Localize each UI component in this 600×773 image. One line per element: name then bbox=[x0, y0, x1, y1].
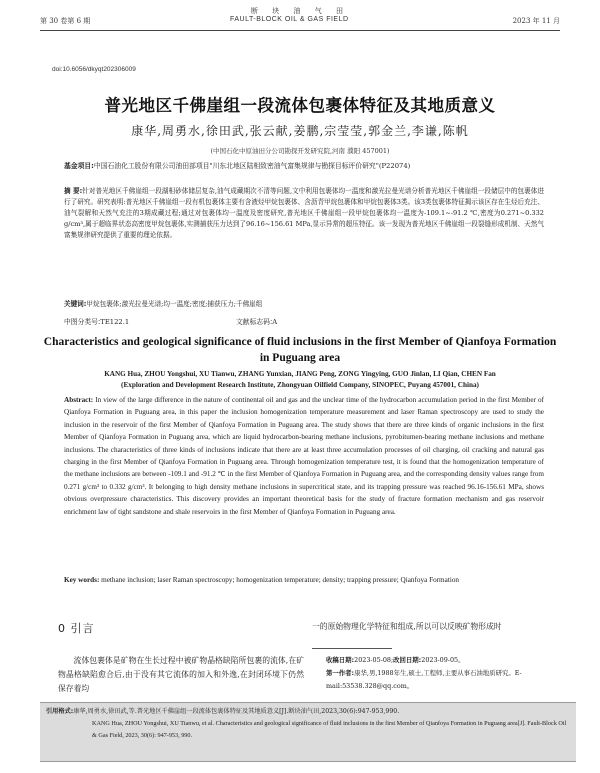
citation-en: KANG Hua, ZHOU Yongshui, XU Tianwu, et al. Characteristics and geological significance of fluid inclusions in the first Member of Qianfoya Formation in Puguang area[J]. Fault-Block Oil & Gas Field, 2023, 30(6): 947-953, 990. bbox=[92, 720, 567, 739]
clc-number bbox=[64, 316, 129, 326]
abstract-en-text: In view of the large difference in the nature of continental oil and gas and the unclear time of the hydrocarbon accumulation period in the first Member of Qianfoya Formation in Puguang area, in this paper the inclusion homogenization temperature measurement and laser Raman spectroscopy are used to study the inclusion in the reservoir of the first Member of Qianfoya Formation in Puguang area. The study shows that there are three kinds of organic inclusions in the first Member of Qianfoya Formation in Puguang area, which are liquid hydrocarbon-bearing methane inclusions, pyrobitumen-bearing methane inclusions and methane inclusions. The characteristics of three kinds of inclusions indicate that there are at least three accumulation processes of oil charging, oil cracking and natural gas charging in the first Member of Qianfoya Formation in Puguang area. Through homogenization temperature test, it is found that the homogenization temperature of the methane inclusions are between -109.1 and -91.2 ℃ in the first Member of Qianfoya Formation in Puguang area, and the corresponding density values range from 0.271 g/cm³ to 0.332 g/cm³. It belonging to high density methane inclusions in supercritical state, and its trapping pressure was reached 96.16-156.61 MPa, shows obvious overpressure characteristics. This discovery provides an important theoretical basis for the study of fracture formation mechanism and gas reservoir enrichment law of tight sandstone and shale reservoirs in the first Member of Qianfoya Formation in Puguang area. bbox=[64, 396, 545, 516]
abstract-en-label: Abstract: bbox=[64, 396, 94, 404]
section-heading-introduction: 0 引言 bbox=[58, 622, 95, 635]
received-date: 2023-05-08; bbox=[354, 656, 394, 664]
document-code bbox=[236, 316, 277, 326]
fund-info bbox=[64, 162, 544, 171]
fund-label: 基金项目: bbox=[64, 162, 94, 170]
running-header bbox=[40, 16, 560, 28]
first-author-info: 康华,男,1988年生,硕士,工程师,主要从事石油地质研究。E-mail:53538.328@qq.com。 bbox=[326, 669, 522, 690]
footnote-author bbox=[326, 667, 558, 693]
revised-date: 2023-09-05。 bbox=[421, 656, 465, 664]
keywords-cn bbox=[64, 298, 544, 308]
revised-label: 改回日期: bbox=[393, 656, 422, 664]
paper-title-en: Characteristics and geological significance of fluid inclusions in the first Member of Qianfoya Formation in Puguang area bbox=[43, 336, 557, 364]
abstract-cn-text: 针对普光地区千佛崖组一段湖相砂体储层复杂,油气成藏期次不清等问题,文中利用包裹体均一温度和激光拉曼光谱分析普光地区千佛崖组一段储层中的包裹体进行了研究。研究表明:普光地区千佛崖组一段有机包裹体主要有含液烃甲烷包裹体、含沥青甲烷包裹体和甲烷包裹体3类。该3类包裹体特征揭示该区存在生烃后充注、油气裂解和天然气充注的3期成藏过程;通过对包裹体均一温度及密度研究,普光地区千佛崖组一段甲烷包裹体均一温度为-109.1~-91.2 ℃,密度为0.271~0.332 g/cm³,属于超临界状态高密度甲烷包裹体,实测捕获压力达到了96.16~156.61 MPa,显示异常的超压特征。该一发现为普光地区千佛崖组一段裂缝形成机制、天然气富集规律研究提供了重要的理论依据。 bbox=[64, 187, 544, 239]
journal-name-en: FAULT-BLOCK OIL & GAS FIELD bbox=[230, 16, 349, 23]
abstract-en bbox=[64, 394, 544, 518]
doc-code-label: 文献标志码: bbox=[236, 318, 273, 326]
footnote bbox=[326, 654, 558, 693]
authors-cn: 康华,周勇水,徐田武,张云献,姜鹏,宗莹莹,郭金兰,李谦,陈帆 bbox=[131, 124, 469, 138]
intro-paragraph-left: 流体包裹体是矿物在生长过程中被矿物晶格缺陷所包裹的流体,在矿物晶格缺陷愈合后,由于没有其它流体的加入和外逸,在封闭环境下仍然保存着均 bbox=[58, 656, 304, 693]
authors-en: KANG Hua, ZHOU Yongshui, XU Tianwu, ZHANG Yunxian, JIANG Peng, ZONG Yingying, GUO Jinlan, LI Qian, CHEN Fan bbox=[104, 370, 496, 378]
volume-issue: 第 30 卷第 6 期 bbox=[40, 17, 91, 25]
keywords-cn-text: 甲烷包裹体;激光拉曼光谱;均一温度;密度;捕获压力;千佛崖组 bbox=[86, 300, 263, 308]
first-author-label: 第一作者: bbox=[326, 669, 355, 677]
clc-value: TE122.1 bbox=[100, 318, 130, 326]
citation-cn-text: 康华,周勇水,徐田武,等.普光地区千佛崖组一段流体包裹体特征及其地质意义[J].断块油气田,2023,30(6):947-953,990. bbox=[73, 708, 400, 715]
clc-label: 中图分类号: bbox=[64, 318, 101, 326]
received-label: 收稿日期: bbox=[326, 656, 355, 664]
issue-date: 2023 年 11 月 bbox=[512, 17, 560, 25]
abstract-cn-label: 摘 要: bbox=[64, 187, 83, 195]
doc-code-value: A bbox=[272, 318, 278, 326]
citation-cn bbox=[46, 706, 570, 718]
intro-paragraph-right: 一的原始物理化学特征和组成,所以可以反映矿物形成时 bbox=[312, 622, 502, 631]
keywords-en-text: methane inclusion; laser Raman spectroscopy; homogenization temperature; density; trapping pressure; Qianfoya Formation bbox=[101, 576, 460, 584]
journal-name-cn: 断 块 油 气 田 bbox=[251, 7, 349, 15]
fund-text: 中国石油化工股份有限公司油田部项目"川东北地区陆相致密油气富集规律与勘探目标评价研究"(P22074) bbox=[93, 162, 411, 170]
doi: doi:10.6056/dkyqt202306009 bbox=[52, 66, 136, 73]
affiliation-cn: (中国石化中原油田分公司勘探开发研究院,河南 濮阳 457001) bbox=[210, 147, 390, 155]
footnote-rule bbox=[312, 648, 392, 649]
header-rule bbox=[40, 30, 560, 31]
paper-title-cn: 普光地区千佛崖组一段流体包裹体特征及其地质意义 bbox=[104, 96, 496, 115]
keywords-cn-label: 关键词: bbox=[64, 300, 87, 308]
affiliation-en: (Exploration and Development Research Institute, Zhongyuan Oilfield Company, SINOPEC, Puyang 457001, China) bbox=[121, 381, 479, 389]
footnote-dates bbox=[326, 654, 558, 667]
keywords-en-label: Key words: bbox=[64, 576, 100, 584]
abstract-cn bbox=[64, 186, 544, 241]
keywords-en bbox=[64, 574, 544, 586]
citation-label: 引用格式: bbox=[46, 708, 74, 715]
